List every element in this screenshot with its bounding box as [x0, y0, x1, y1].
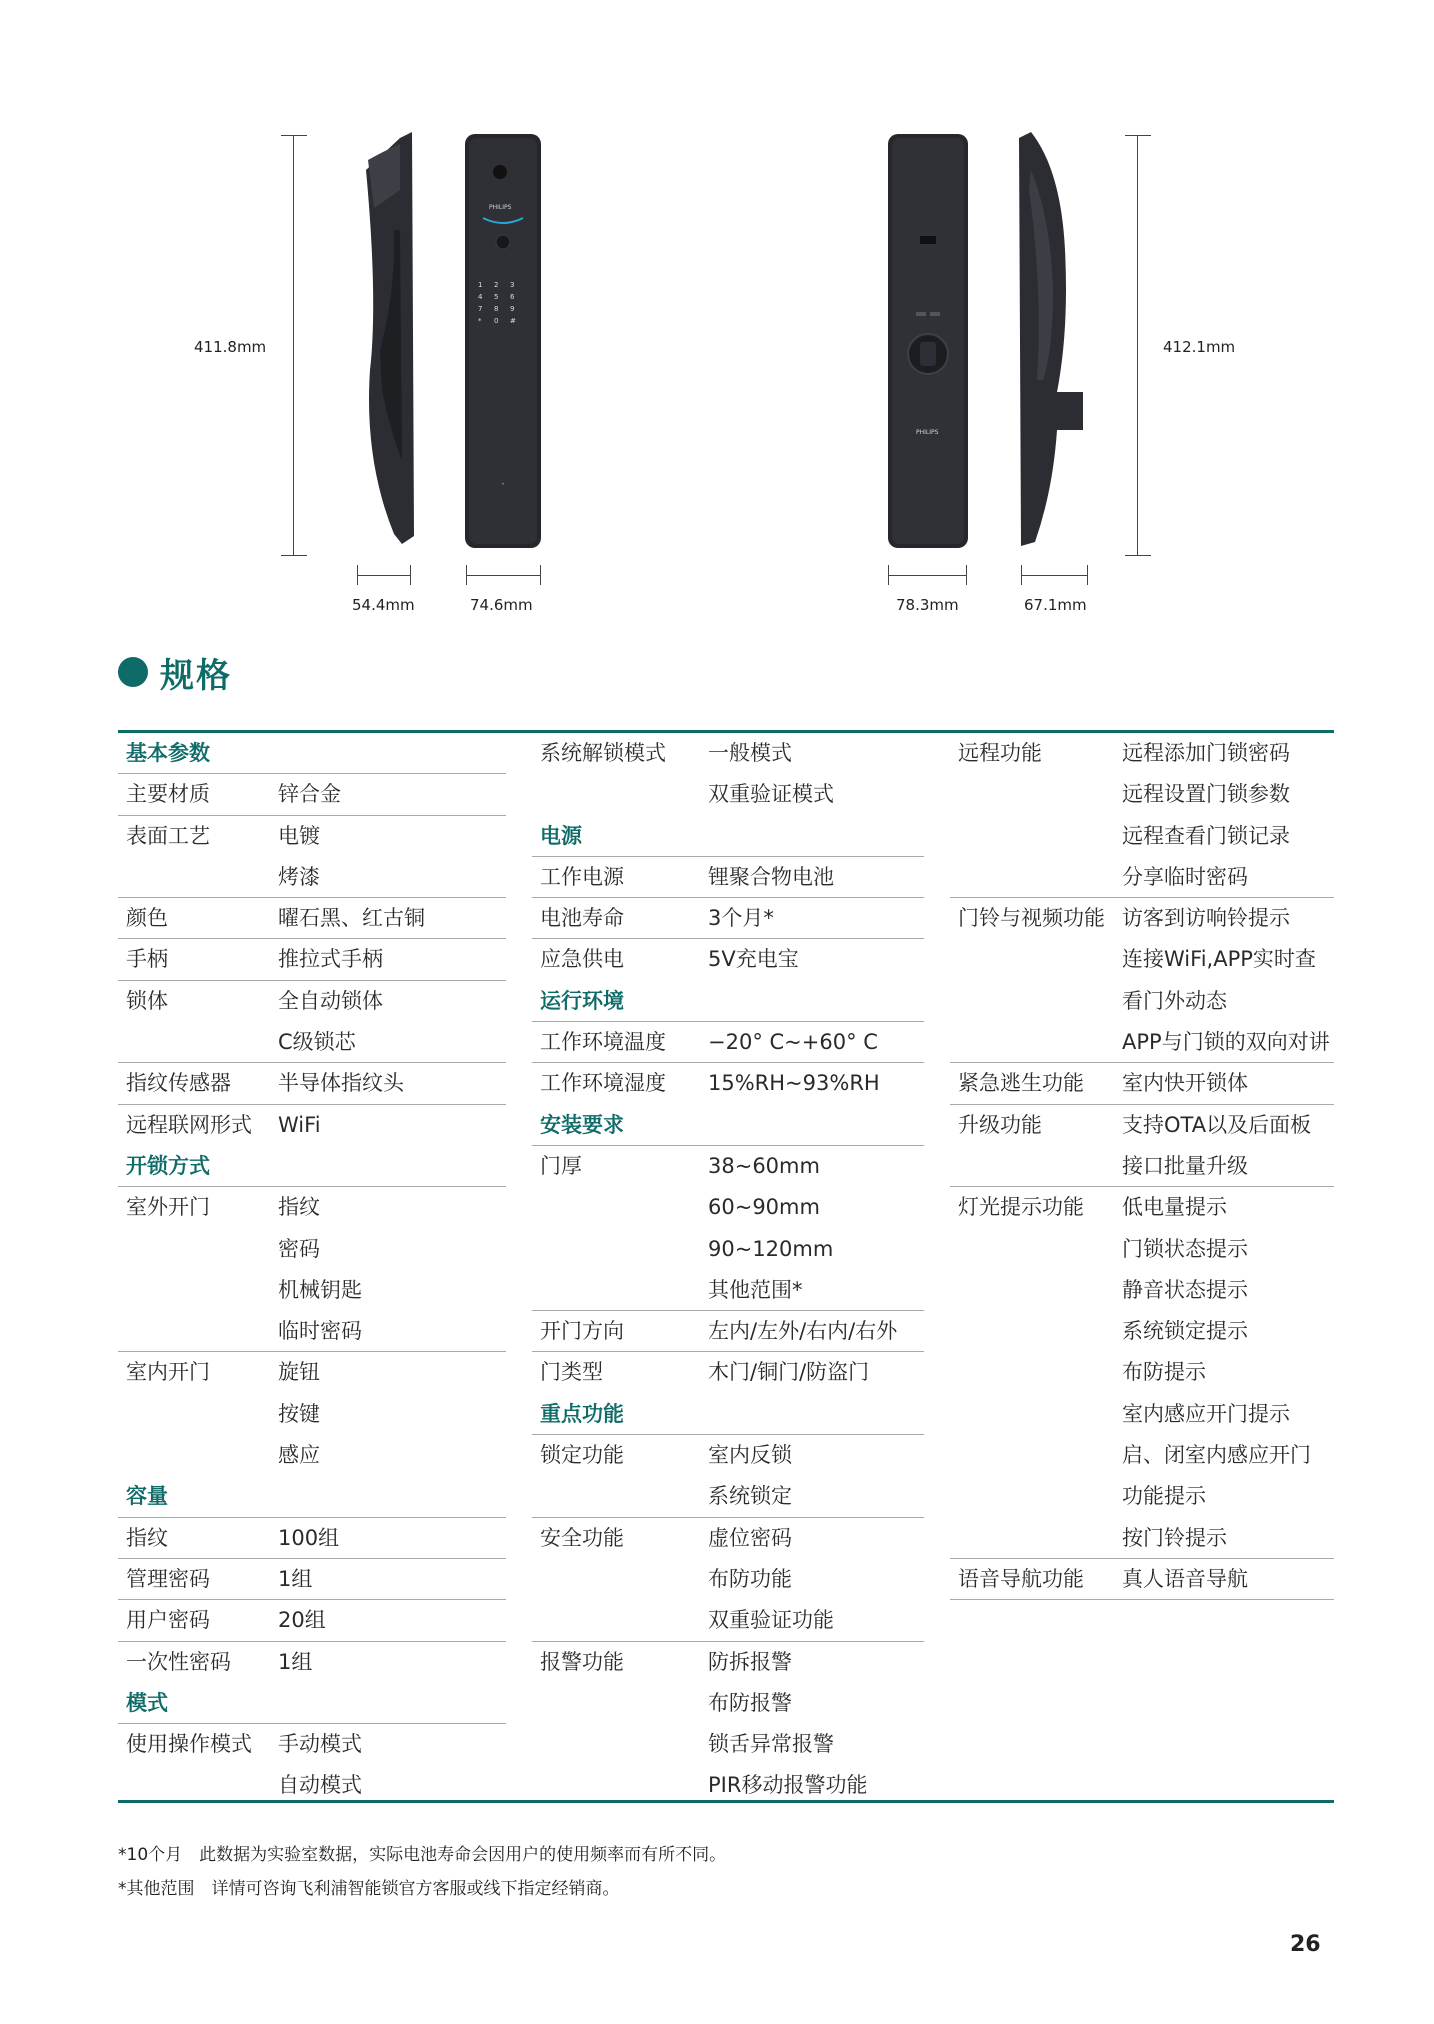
spec-row — [950, 1476, 1334, 1517]
spec-group-title: 基本参数 — [126, 741, 210, 765]
spec-row — [950, 1022, 1334, 1063]
spec-row — [950, 1146, 1334, 1187]
width-dim-cap — [1087, 565, 1088, 585]
section-heading — [118, 650, 232, 694]
spec-row — [118, 898, 506, 939]
height-dim-cap — [281, 135, 307, 136]
spec-value: 真人语音导航 — [1122, 1566, 1248, 1591]
spec-value: 室内反锁 — [708, 1443, 792, 1468]
keypad-key: 7 — [478, 305, 483, 313]
front-panel-image — [463, 132, 543, 550]
spec-row — [118, 1518, 506, 1559]
spec-row — [532, 1724, 924, 1765]
spec-group-row — [118, 1476, 506, 1517]
height-dim-cap — [1125, 135, 1151, 136]
spec-group-title: 电源 — [540, 823, 582, 848]
spec-label: 用户密码 — [126, 1608, 210, 1633]
spec-value: 访客到访响铃提示 — [1122, 906, 1290, 931]
spec-label: 电池寿命 — [540, 906, 624, 931]
spec-value: 临时密码 — [278, 1319, 362, 1344]
spec-value: 推拉式手柄 — [278, 947, 383, 972]
width-dim-cap — [888, 565, 889, 585]
spec-value: 室内感应开门提示 — [1122, 1401, 1290, 1426]
back-panel-image — [886, 132, 970, 550]
spec-group-row — [532, 1394, 924, 1435]
spec-group-row — [118, 1146, 506, 1187]
spec-row — [118, 1270, 506, 1311]
spec-value: 分享临时密码 — [1122, 864, 1248, 889]
spec-row — [532, 1146, 924, 1187]
spec-value: 看门外动态 — [1122, 988, 1227, 1013]
width-dim-line — [888, 575, 966, 576]
spec-value: 双重验证功能 — [708, 1608, 834, 1633]
spec-column-2 — [532, 733, 924, 1807]
spec-label: 室内开门 — [126, 1360, 210, 1385]
spec-value: C级锁芯 — [278, 1030, 356, 1055]
spec-value: 指纹 — [278, 1195, 320, 1220]
spec-value: 3个月* — [708, 906, 774, 931]
spec-label: 工作电源 — [540, 864, 624, 889]
spec-value: 感应 — [278, 1443, 320, 1468]
spec-label: 工作环境湿度 — [540, 1071, 666, 1096]
spec-row — [950, 1311, 1334, 1352]
spec-label: 门铃与视频功能 — [958, 906, 1105, 931]
height-dim-line-right — [1137, 135, 1138, 555]
spec-row — [950, 816, 1334, 857]
footnote-battery: *10个月 此数据为实验室数据，实际电池寿命会因用户的使用频率而有所不同。 — [118, 1845, 727, 1865]
spec-row — [532, 1683, 924, 1724]
spec-label: 门厚 — [540, 1153, 582, 1178]
keypad-key: 5 — [494, 293, 499, 301]
width-dim-cap — [1021, 565, 1022, 585]
spec-row — [950, 898, 1334, 939]
spec-value: 布防功能 — [708, 1566, 792, 1591]
spec-row — [118, 816, 506, 857]
spec-row — [532, 1559, 924, 1600]
back-handle-depth-label: 67.1mm — [1024, 596, 1087, 614]
spec-row — [118, 1311, 506, 1352]
spec-value: 支持OTA以及后面板 — [1122, 1112, 1312, 1137]
spec-group-title: 安装要求 — [540, 1112, 624, 1137]
spec-row — [950, 1394, 1334, 1435]
width-dim-cap — [466, 565, 467, 585]
spec-value: 20组 — [278, 1608, 326, 1633]
spec-row — [950, 1559, 1334, 1600]
spec-row — [118, 981, 506, 1022]
spec-row — [532, 1518, 924, 1559]
spec-row — [118, 1229, 506, 1270]
keypad-key: # — [510, 317, 516, 325]
spec-value: 室内快开锁体 — [1122, 1071, 1248, 1096]
spec-row — [118, 1600, 506, 1641]
spec-value: 按键 — [278, 1401, 320, 1426]
front-height-label: 411.8mm — [194, 338, 267, 356]
spec-value: 60~90mm — [708, 1195, 820, 1220]
keypad-key: 0 — [494, 317, 499, 325]
spec-value: 自动模式 — [278, 1773, 362, 1798]
page-number: 26 — [1290, 1932, 1321, 1957]
spec-label: 手柄 — [126, 947, 168, 972]
width-dim-cap — [357, 565, 358, 585]
spec-value: WiFi — [278, 1112, 321, 1137]
spec-row — [950, 774, 1334, 815]
keypad-key: 2 — [494, 281, 499, 289]
spec-group-row — [532, 816, 924, 857]
spec-label: 升级功能 — [958, 1112, 1042, 1137]
spec-value: 系统锁定 — [708, 1484, 792, 1509]
spec-label: 灯光提示功能 — [958, 1195, 1084, 1220]
spec-value: 远程设置门锁参数 — [1122, 782, 1290, 807]
spec-value: 一般模式 — [708, 741, 792, 765]
width-dim-line — [357, 575, 411, 576]
spec-value: 半导体指纹头 — [278, 1071, 404, 1096]
width-dim-cap — [540, 565, 541, 585]
keypad-key: 9 — [510, 305, 515, 313]
spec-label: 指纹传感器 — [126, 1071, 231, 1096]
spec-row — [118, 1724, 506, 1765]
section-bullet-icon — [118, 657, 148, 687]
spec-row — [950, 1270, 1334, 1311]
spec-value: 100组 — [278, 1525, 340, 1550]
spec-label: 颜色 — [126, 906, 168, 931]
keypad-key: 8 — [494, 305, 499, 313]
spec-row — [118, 1352, 506, 1393]
spec-row — [118, 1394, 506, 1435]
svg-text:•: • — [501, 481, 505, 488]
spec-value: 远程添加门锁密码 — [1122, 741, 1290, 765]
spec-column-1 — [118, 733, 506, 1807]
section-title: 规格 — [160, 655, 232, 696]
spec-row — [950, 1105, 1334, 1146]
front-handle-side-image — [360, 130, 420, 550]
spec-value: 1组 — [278, 1649, 313, 1674]
spec-label: 系统解锁模式 — [540, 741, 666, 765]
spec-value: 38~60mm — [708, 1153, 820, 1178]
spec-group-row — [118, 1683, 506, 1724]
spec-row — [532, 898, 924, 939]
spec-value: 机械钥匙 — [278, 1277, 362, 1302]
spec-value: 虚位密码 — [708, 1525, 792, 1550]
spec-label: 远程功能 — [958, 741, 1042, 765]
spec-value: 连接WiFi,APP实时查 — [1122, 947, 1316, 972]
spec-label: 远程联网形式 — [126, 1112, 252, 1137]
front-keypad — [478, 281, 528, 325]
spec-group-title: 容量 — [126, 1484, 168, 1509]
spec-value: 门锁状态提示 — [1122, 1236, 1248, 1261]
spec-label: 锁体 — [126, 988, 168, 1013]
spec-value: 双重验证模式 — [708, 782, 834, 807]
width-dim-line — [1021, 575, 1087, 576]
spec-value: 全自动锁体 — [278, 988, 383, 1013]
spec-value: 木门/铜门/防盗门 — [708, 1360, 870, 1385]
keypad-key: 1 — [478, 281, 483, 289]
spec-value: 左内/左外/右内/右外 — [708, 1319, 898, 1344]
spec-value: 15%RH~93%RH — [708, 1071, 880, 1096]
spec-value: 功能提示 — [1122, 1484, 1206, 1509]
spec-value: 90~120mm — [708, 1236, 834, 1261]
spec-label: 锁定功能 — [540, 1443, 624, 1468]
spec-value: 旋钮 — [278, 1360, 320, 1385]
spec-label: 主要材质 — [126, 782, 210, 807]
spec-row — [950, 733, 1334, 774]
spec-group-title: 运行环境 — [540, 988, 624, 1013]
spec-row — [118, 1559, 506, 1600]
spec-value: 布防提示 — [1122, 1360, 1206, 1385]
spec-value: 烤漆 — [278, 864, 320, 889]
spec-row — [950, 981, 1334, 1022]
spec-value: 系统锁定提示 — [1122, 1319, 1248, 1344]
spec-row — [118, 1187, 506, 1228]
spec-row — [118, 1063, 506, 1104]
spec-label: 安全功能 — [540, 1525, 624, 1550]
spec-label: 管理密码 — [126, 1566, 210, 1591]
spec-row — [532, 1229, 924, 1270]
spec-column-3 — [950, 733, 1334, 1600]
spec-value: PIR移动报警功能 — [708, 1773, 868, 1798]
spec-label: 应急供电 — [540, 947, 624, 972]
spec-row — [118, 857, 506, 898]
footnote-door-range: *其他范围 详情可咨询飞利浦智能锁官方客服或线下指定经销商。 — [118, 1879, 620, 1899]
svg-text:PHILIPS: PHILIPS — [489, 204, 512, 211]
spec-row — [950, 939, 1334, 980]
keypad-key: 4 — [478, 293, 483, 301]
spec-label: 工作环境温度 — [540, 1030, 666, 1055]
spec-row — [532, 1435, 924, 1476]
spec-value: 远程查看门锁记录 — [1122, 823, 1290, 848]
spec-row — [532, 1063, 924, 1104]
height-dim-cap — [1125, 555, 1151, 556]
spec-row — [950, 1229, 1334, 1270]
spec-value: 5V充电宝 — [708, 947, 799, 972]
spec-value: −20° C~+60° C — [708, 1030, 878, 1055]
spec-label: 开门方向 — [540, 1319, 624, 1344]
svg-text:PHILIPS: PHILIPS — [916, 429, 939, 436]
spec-row — [950, 1187, 1334, 1228]
spec-row — [118, 939, 506, 980]
height-dim-cap — [281, 555, 307, 556]
spec-label: 指纹 — [126, 1525, 168, 1550]
spec-label: 报警功能 — [540, 1649, 624, 1674]
spec-label: 使用操作模式 — [126, 1732, 252, 1757]
spec-value: 接口批量升级 — [1122, 1153, 1248, 1178]
spec-label: 室外开门 — [126, 1195, 210, 1220]
spec-value: 启、闭室内感应开门 — [1122, 1443, 1311, 1468]
spec-row — [532, 857, 924, 898]
height-dim-line-left — [293, 135, 294, 555]
spec-value: 其他范围* — [708, 1277, 803, 1302]
spec-row — [532, 1600, 924, 1641]
spec-value: 手动模式 — [278, 1732, 362, 1757]
spec-row — [532, 733, 924, 774]
table-bottom-rule — [118, 1800, 1334, 1803]
spec-label: 一次性密码 — [126, 1649, 231, 1674]
spec-group-row — [532, 981, 924, 1022]
spec-group-row — [118, 733, 506, 774]
spec-label: 紧急逃生功能 — [958, 1071, 1084, 1096]
spec-row — [532, 939, 924, 980]
spec-row — [532, 1270, 924, 1311]
spec-value: 1组 — [278, 1566, 313, 1591]
spec-value: 密码 — [278, 1236, 320, 1261]
spec-group-row — [532, 1105, 924, 1146]
spec-value: 曜石黑、红古铜 — [278, 906, 425, 931]
spec-row — [532, 1022, 924, 1063]
spec-row — [532, 774, 924, 815]
spec-value: 静音状态提示 — [1122, 1277, 1248, 1302]
front-handle-depth-label: 54.4mm — [352, 596, 415, 614]
back-height-label: 412.1mm — [1163, 338, 1236, 356]
keypad-key: 3 — [510, 281, 515, 289]
spec-row — [950, 1518, 1334, 1559]
spec-value: 按门铃提示 — [1122, 1525, 1227, 1550]
keypad-key: * — [478, 317, 482, 325]
spec-row — [532, 1642, 924, 1683]
spec-row — [950, 857, 1334, 898]
spec-row — [950, 1435, 1334, 1476]
spec-row — [118, 1435, 506, 1476]
spec-row — [118, 1022, 506, 1063]
spec-value: 锂聚合物电池 — [708, 864, 834, 889]
back-panel-width-label: 78.3mm — [896, 596, 959, 614]
spec-label: 语音导航功能 — [958, 1566, 1084, 1591]
spec-row — [532, 1311, 924, 1352]
spec-row — [118, 774, 506, 815]
spec-group-title: 重点功能 — [540, 1401, 624, 1426]
spec-value: 布防报警 — [708, 1690, 792, 1715]
back-handle-side-image — [1013, 130, 1093, 550]
spec-row — [118, 1642, 506, 1683]
spec-row — [532, 1352, 924, 1393]
spec-value: 锌合金 — [278, 782, 341, 807]
spec-row — [950, 1063, 1334, 1104]
spec-row — [118, 1105, 506, 1146]
spec-group-title: 开锁方式 — [126, 1153, 210, 1178]
width-dim-cap — [966, 565, 967, 585]
spec-label: 表面工艺 — [126, 823, 210, 848]
width-dim-cap — [410, 565, 411, 585]
spec-row — [532, 1476, 924, 1517]
spec-value: 锁舌异常报警 — [708, 1732, 834, 1757]
spec-row — [950, 1352, 1334, 1393]
spec-row — [532, 1187, 924, 1228]
spec-value: 电镀 — [278, 823, 320, 848]
front-panel-width-label: 74.6mm — [470, 596, 533, 614]
spec-group-title: 模式 — [126, 1690, 168, 1715]
spec-value: 低电量提示 — [1122, 1195, 1227, 1220]
spec-value: 防拆报警 — [708, 1649, 792, 1674]
width-dim-line — [466, 575, 540, 576]
keypad-key: 6 — [510, 293, 515, 301]
spec-label: 门类型 — [540, 1360, 603, 1385]
spec-value: APP与门锁的双向对讲 — [1122, 1030, 1330, 1055]
